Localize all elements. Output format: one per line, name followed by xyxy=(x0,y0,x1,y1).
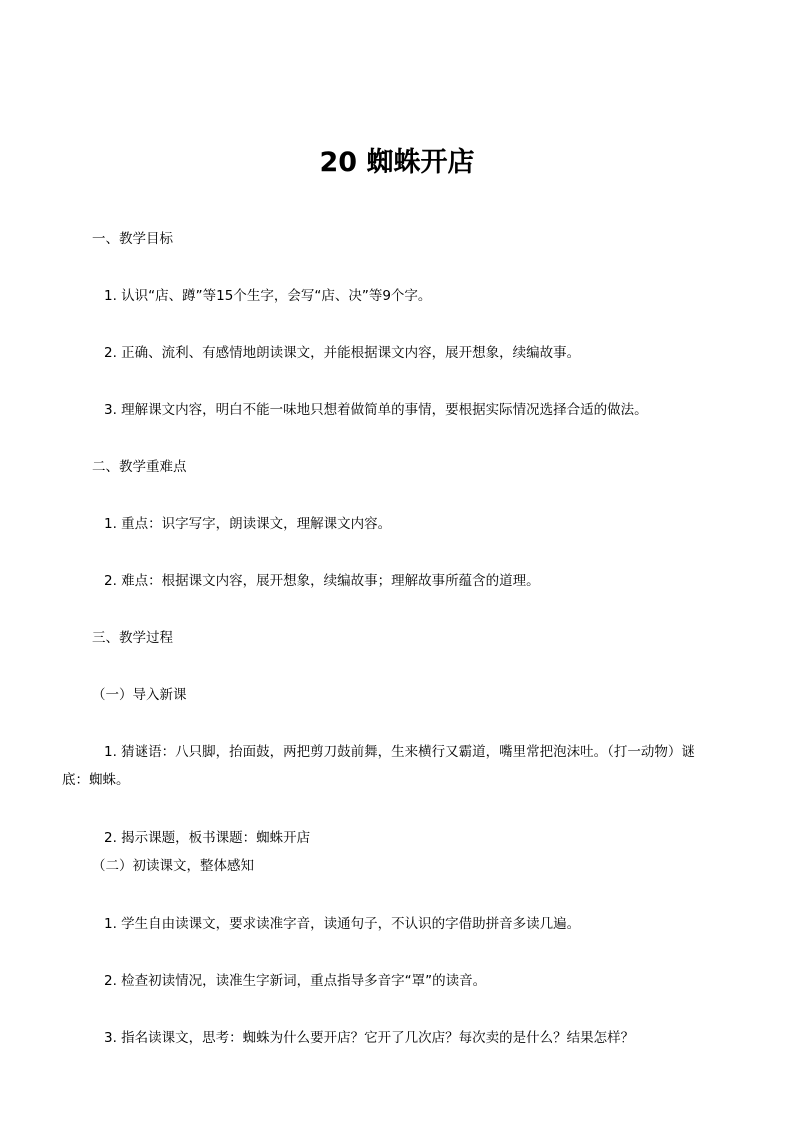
subsection-heading-first-reading: （二）初读课文，整体感知 xyxy=(92,858,254,874)
process-item-line: 1. 猜谜语：八只脚，抬面鼓，两把剪刀鼓前舞，生来横行又霸道，嘴里常把泡沫吐。（打一动物）谜 xyxy=(104,744,695,760)
process-item: 2. 检查初读情况，读准生字新词，重点指导多音字“罩”的读音。 xyxy=(104,973,487,989)
process-item-line-continued: 底：蜘蛛。 xyxy=(62,772,130,788)
objective-item: 1. 认识“店、蹲”等15个生字，会写“店、决”等9个字。 xyxy=(104,288,432,304)
subsection-heading-intro: （一）导入新课 xyxy=(92,687,187,703)
section-heading-objectives: 一、教学目标 xyxy=(92,231,173,247)
page-title: 20 蜘蛛开店 xyxy=(319,147,475,178)
process-item: 3. 指名读课文，思考：蜘蛛为什么要开店？它开了几次店？每次卖的是什么？结果怎样？ xyxy=(104,1030,635,1046)
key-point-item: 2. 难点：根据课文内容，展开想象，续编故事；理解故事所蕴含的道理。 xyxy=(104,573,540,589)
section-heading-process: 三、教学过程 xyxy=(92,630,173,646)
objective-item: 3. 理解课文内容，明白不能一味地只想着做简单的事情，要根据实际情况选择合适的做法。 xyxy=(104,402,648,418)
section-heading-key-points: 二、教学重难点 xyxy=(92,459,187,475)
process-item: 1. 学生自由读课文，要求读准字音，读通句子，不认识的字借助拼音多读几遍。 xyxy=(104,916,581,932)
process-item: 2. 揭示课题，板书课题：蜘蛛开店 xyxy=(104,830,311,846)
key-point-item: 1. 重点：识字写字，朗读课文，理解课文内容。 xyxy=(104,516,392,532)
objective-item: 2. 正确、流利、有感情地朗读课文，并能根据课文内容，展开想象，续编故事。 xyxy=(104,345,581,361)
